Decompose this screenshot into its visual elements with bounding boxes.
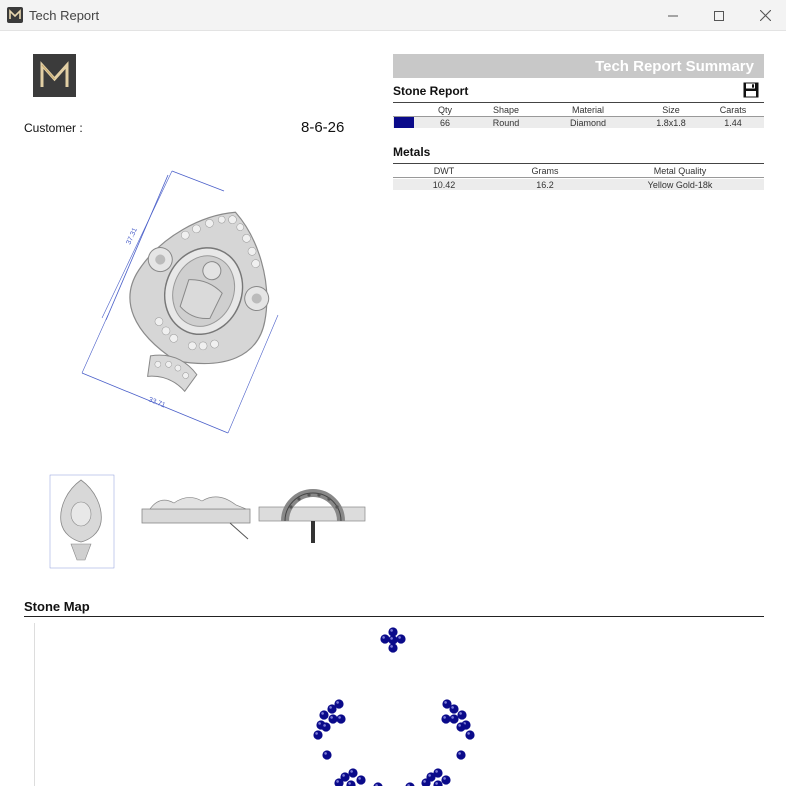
- stone-marker-highlight: [330, 716, 333, 719]
- stone-marker: [346, 780, 355, 786]
- metals-rule: [393, 163, 764, 164]
- stone-marker-highlight: [390, 629, 393, 632]
- stone-shape: Round: [492, 118, 520, 128]
- minimize-icon: [668, 11, 678, 21]
- stone-marker: [433, 780, 442, 786]
- stone-marker-highlight: [329, 706, 332, 709]
- metal-grams: 16.2: [536, 180, 554, 190]
- stone-marker-highlight: [423, 780, 426, 783]
- stone-report-rule: [393, 102, 764, 103]
- col-material: Material: [571, 105, 604, 115]
- m-logo-icon: [7, 7, 23, 23]
- report-content[interactable]: [0, 31, 786, 786]
- stone-marker: [441, 775, 450, 784]
- stone-marker-highlight: [435, 782, 438, 785]
- stone-marker-highlight: [458, 752, 461, 755]
- stone-marker: [319, 710, 328, 719]
- col-shape: Shape: [492, 105, 520, 115]
- stone-marker-highlight: [458, 724, 461, 727]
- stone-marker-highlight: [336, 701, 339, 704]
- side-view-thumbnail: [140, 489, 252, 549]
- stone-marker: [396, 634, 405, 643]
- stone-marker: [328, 714, 337, 723]
- maximize-icon: [714, 11, 724, 21]
- stone-marker: [449, 704, 458, 713]
- stone-marker: [380, 634, 389, 643]
- stone-marker: [373, 782, 382, 786]
- col-size: Size: [662, 105, 680, 115]
- stone-map-canvas: [0, 617, 786, 786]
- stone-marker-highlight: [324, 752, 327, 755]
- stone-marker: [441, 714, 450, 723]
- window-titlebar: [0, 0, 786, 31]
- stone-size: 1.8x1.8: [656, 118, 686, 128]
- stone-marker: [321, 722, 330, 731]
- stone-marker-highlight: [350, 770, 353, 773]
- stone-marker-highlight: [435, 770, 438, 773]
- stone-marker: [433, 768, 442, 777]
- stone-marker-highlight: [348, 782, 351, 785]
- stone-marker-highlight: [451, 706, 454, 709]
- stone-qty: 66: [439, 118, 450, 128]
- stone-marker: [322, 750, 331, 759]
- stone-marker-highlight: [342, 774, 345, 777]
- brand-logo: [33, 54, 76, 97]
- stone-marker: [449, 714, 458, 723]
- stone-marker-highlight: [338, 716, 341, 719]
- stone-marker-highlight: [321, 712, 324, 715]
- stone-marker-highlight: [315, 732, 318, 735]
- close-button[interactable]: [742, 0, 786, 31]
- col-carats: Carats: [719, 105, 747, 115]
- customer-label: Customer :: [24, 121, 83, 135]
- stone-marker-highlight: [323, 724, 326, 727]
- dimension-width-label: 33.71: [147, 396, 167, 410]
- col-dwt: DWT: [433, 166, 455, 176]
- stone-marker-highlight: [443, 716, 446, 719]
- col-qty: Qty: [437, 105, 452, 115]
- stone-report-heading: Stone Report: [393, 84, 469, 98]
- dimension-height-label: 37.31: [125, 226, 139, 246]
- stone-color-swatch: [394, 117, 414, 128]
- stone-marker-highlight: [382, 636, 385, 639]
- stone-marker: [388, 627, 397, 636]
- metals-heading: Metals: [393, 145, 431, 159]
- save-icon[interactable]: [743, 82, 759, 98]
- stone-marker: [457, 710, 466, 719]
- close-icon: [760, 10, 771, 21]
- metal-quality: Yellow Gold-18k: [647, 180, 713, 190]
- stone-marker-highlight: [444, 701, 447, 704]
- stone-marker-highlight: [336, 780, 339, 783]
- stone-marker: [388, 635, 397, 644]
- stone-material: Diamond: [569, 118, 607, 128]
- window-title: Tech Report: [29, 8, 100, 23]
- stone-marker: [356, 775, 365, 784]
- col-metal-quality: Metal Quality: [653, 166, 707, 176]
- stone-marker: [456, 750, 465, 759]
- stone-marker: [327, 704, 336, 713]
- summary-header-bar: [393, 54, 764, 78]
- stone-marker-highlight: [398, 636, 401, 639]
- metal-dwt: 10.42: [432, 180, 456, 190]
- stone-marker-highlight: [358, 777, 361, 780]
- stone-map-heading: Stone Map: [24, 599, 90, 614]
- col-grams: Grams: [531, 166, 559, 176]
- stone-marker-highlight: [318, 722, 321, 725]
- stone-marker-highlight: [390, 645, 393, 648]
- minimize-button[interactable]: [650, 0, 696, 31]
- stone-marker-highlight: [467, 732, 470, 735]
- pendant-render-image: [68, 165, 300, 440]
- stone-marker-highlight: [390, 637, 393, 640]
- summary-title: Tech Report Summary: [595, 58, 754, 75]
- stone-marker: [465, 730, 474, 739]
- stone-marker-highlight: [443, 777, 446, 780]
- report-date: 8-6-26: [301, 119, 345, 136]
- stone-marker: [405, 782, 414, 786]
- maximize-button[interactable]: [696, 0, 742, 31]
- stone-marker: [456, 722, 465, 731]
- stone-marker: [348, 768, 357, 777]
- stone-marker-highlight: [428, 774, 431, 777]
- top-view-thumbnail: [257, 481, 367, 546]
- front-view-thumbnail: [45, 472, 117, 572]
- stone-marker-highlight: [459, 712, 462, 715]
- stone-marker-highlight: [451, 716, 454, 719]
- stone-marker: [388, 643, 397, 652]
- stone-carats: 1.44: [724, 118, 742, 128]
- metals-header-divider: [393, 177, 764, 178]
- stone-marker: [313, 730, 322, 739]
- stone-marker: [336, 714, 345, 723]
